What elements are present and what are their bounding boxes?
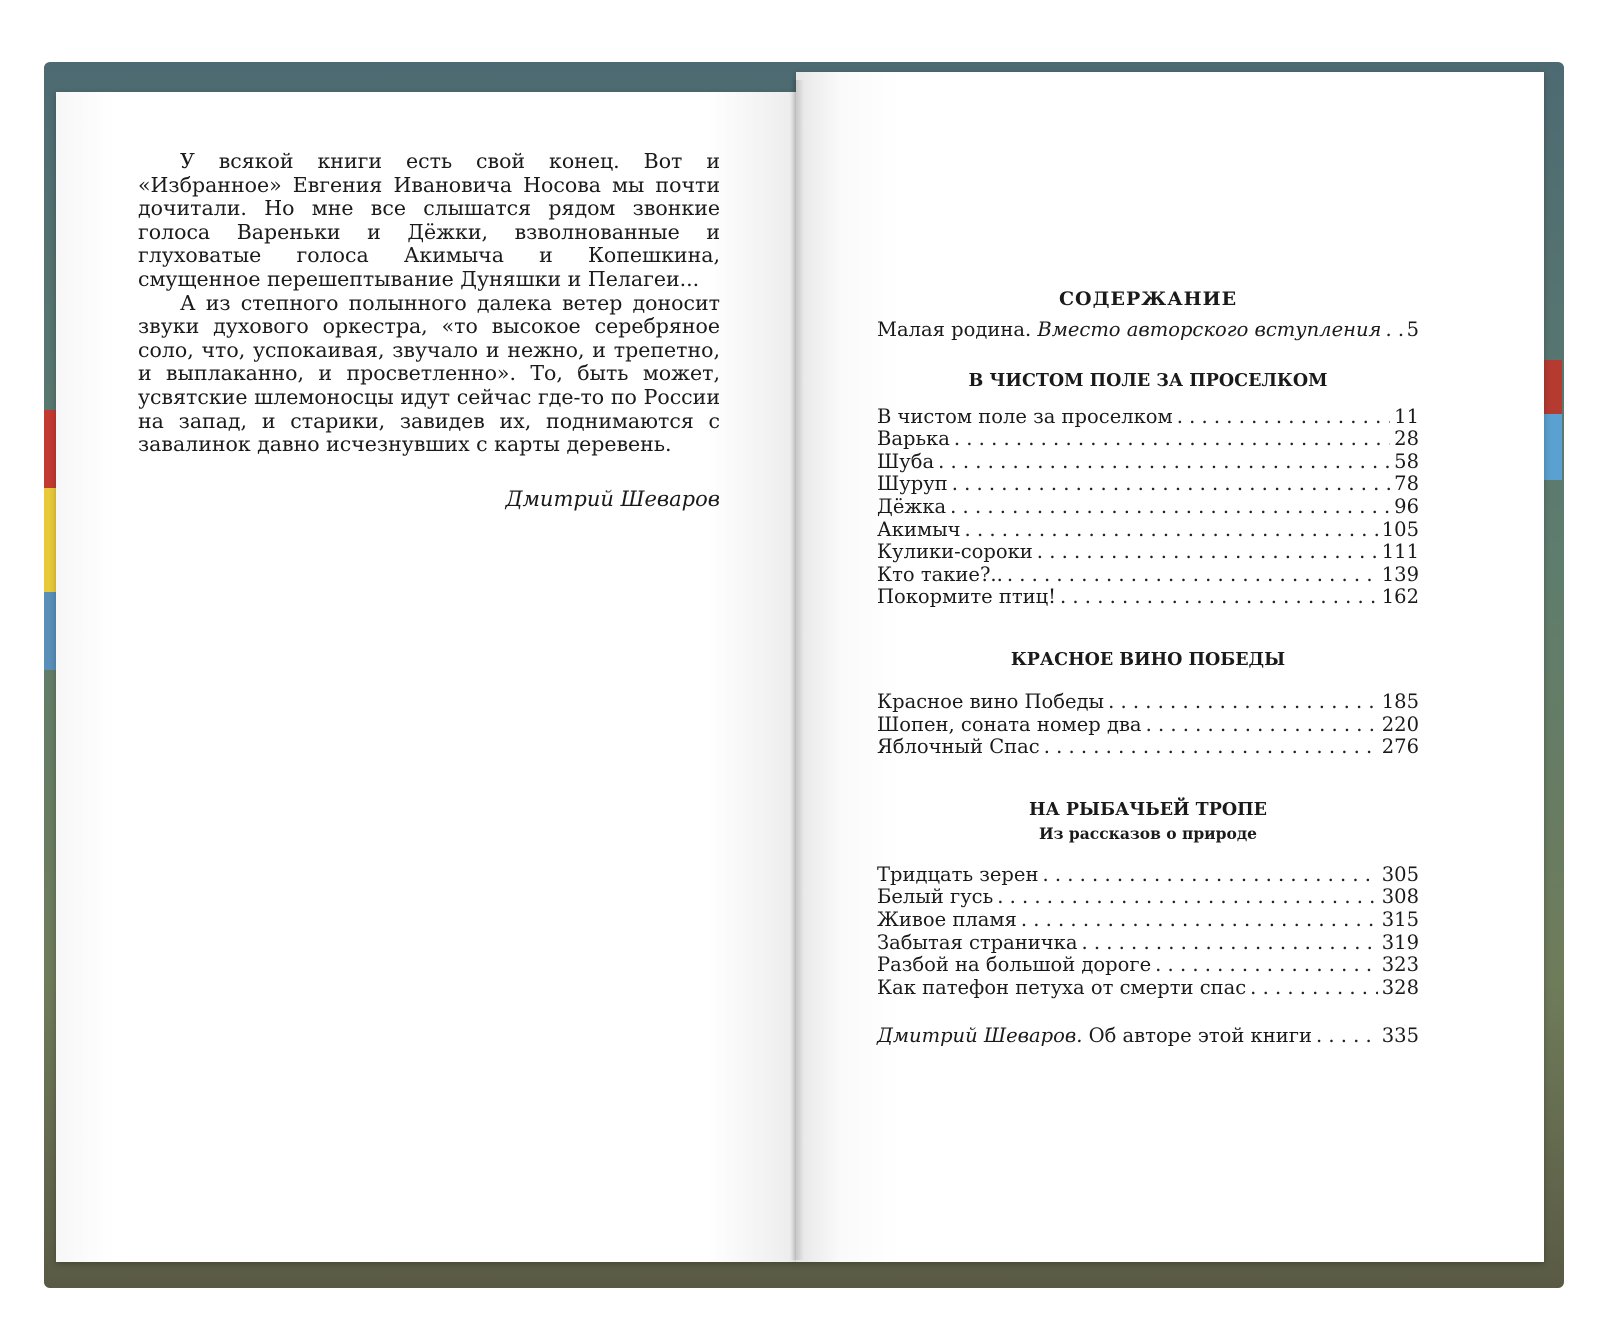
toc-entry-intro[interactable] xyxy=(877,318,1419,341)
leader-dots xyxy=(1177,405,1390,428)
leader-dots xyxy=(1385,318,1402,341)
leader-dots xyxy=(965,518,1378,541)
entry-title: Шопен, соната номер два xyxy=(877,712,1142,736)
toc-entry[interactable] xyxy=(877,953,1419,976)
toc-entry-afterword[interactable] xyxy=(877,1024,1419,1047)
toc-entry[interactable] xyxy=(877,735,1419,758)
paragraph-1: У всякой книги есть свой конец. Вот и «Избранное» Евгения Ивановича Носова мы почти дочитали. Но мне все слышатся рядом звонкие голоса Вареньки и Дёжки, взволнованные и глуховатые голоса Акимыча и Копешкина, смущенное перешептывание Дуняшки и Пелагеи... xyxy=(138,149,720,291)
afterword-text xyxy=(138,150,720,457)
paragraph-2: А из степного полынного далека ветер доносит звуки духового оркестра, «то высокое серебряное соло, что, успокаивая, звучало и нежно, и трепетно, и выплаканно, и просветленно». То, быть может, усвятские шлемоносцы идут сейчас где-то по России на запад, и старики, завидев их, поднимаются с завалинок давно исчезнувших с карты деревень. xyxy=(138,290,720,457)
entry-page: 185 xyxy=(1381,689,1419,713)
leader-dots xyxy=(1155,953,1378,976)
leader-dots xyxy=(1081,931,1377,954)
leader-dots xyxy=(997,885,1378,908)
section-title: НА РЫБАЧЬЕЙ ТРОПЕ xyxy=(1029,799,1267,820)
signature: Дмитрий Шеваров xyxy=(505,487,720,511)
leader-dots xyxy=(1042,863,1377,886)
entry-page: 105 xyxy=(1381,517,1419,541)
toc-entry[interactable] xyxy=(877,863,1419,886)
leader-dots xyxy=(950,495,1390,518)
entry-page: 162 xyxy=(1381,585,1419,609)
entry-title: Белый гусь xyxy=(877,885,994,909)
leader-dots xyxy=(1037,540,1378,563)
entry-title: Варька xyxy=(877,427,950,451)
entry-page: 323 xyxy=(1381,953,1419,977)
entry-title: Об авторе этой книги xyxy=(1088,1024,1312,1048)
entry-title: Тридцать зерен xyxy=(877,862,1039,886)
leader-dots xyxy=(1316,1024,1378,1047)
section-title: В ЧИСТОМ ПОЛЕ ЗА ПРОСЕЛКОМ xyxy=(968,370,1328,391)
entry-title: Шуба xyxy=(877,449,935,473)
toc-entry[interactable] xyxy=(877,518,1419,541)
leader-dots xyxy=(938,450,1390,473)
toc-entry[interactable] xyxy=(877,885,1419,908)
leader-dots xyxy=(1007,563,1378,586)
entry-page: 328 xyxy=(1381,975,1419,999)
leader-dots xyxy=(1060,585,1378,608)
entry-title: Как патефон петуха от смерти спас xyxy=(877,975,1247,999)
leader-dots xyxy=(954,427,1390,450)
toc-entry[interactable] xyxy=(877,563,1419,586)
entry-title: Забытая страничка xyxy=(877,930,1078,954)
toc-entry[interactable] xyxy=(877,405,1419,428)
leader-dots xyxy=(1250,976,1378,999)
entry-title: Кто такие?.. xyxy=(877,562,1003,586)
entry-page: 58 xyxy=(1394,449,1419,473)
entry-page: 220 xyxy=(1381,712,1419,736)
leader-dots xyxy=(1021,908,1378,931)
entry-title: Акимыч xyxy=(877,517,961,541)
leader-dots xyxy=(1108,690,1378,713)
entry-author: Дмитрий Шеваров. xyxy=(877,1024,1083,1048)
toc-title: СОДЕРЖАНИЕ xyxy=(1058,288,1238,310)
entry-page: 305 xyxy=(1381,862,1419,886)
toc-entry[interactable] xyxy=(877,690,1419,713)
toc-entry[interactable] xyxy=(877,931,1419,954)
entry-title: Кулики-сороки xyxy=(877,540,1033,564)
toc-entry[interactable] xyxy=(877,908,1419,931)
entry-title: Яблочный Спас xyxy=(877,735,1040,759)
book-gutter xyxy=(790,80,804,1260)
entry-title: Покормите птиц! xyxy=(877,585,1057,609)
entry-page: 28 xyxy=(1394,427,1419,451)
entry-page: 308 xyxy=(1381,885,1419,909)
entry-page: 111 xyxy=(1381,540,1419,564)
toc-entry[interactable] xyxy=(877,585,1419,608)
toc-entry[interactable] xyxy=(877,976,1419,999)
toc-entry[interactable] xyxy=(877,713,1419,736)
entry-page: 335 xyxy=(1381,1024,1419,1048)
entry-title: В чистом поле за проселком xyxy=(877,404,1173,428)
entry-title: Дёжка xyxy=(877,494,947,518)
toc-entry[interactable] xyxy=(877,450,1419,473)
toc-entry[interactable] xyxy=(877,472,1419,495)
entry-page: 319 xyxy=(1381,930,1419,954)
leader-dots xyxy=(1146,713,1378,736)
section-title: КРАСНОЕ ВИНО ПОБЕДЫ xyxy=(1010,649,1286,670)
toc-entry[interactable] xyxy=(877,427,1419,450)
entry-page: 11 xyxy=(1394,404,1419,428)
entry-page: 276 xyxy=(1381,735,1419,759)
entry-page: 78 xyxy=(1394,472,1419,496)
entry-title: Красное вино Победы xyxy=(877,689,1105,713)
entry-title: Разбой на большой дороге xyxy=(877,953,1152,977)
entry-title: Живое пламя xyxy=(877,907,1017,931)
table-of-contents xyxy=(877,288,1419,1047)
entry-page: 139 xyxy=(1381,562,1419,586)
entry-title: Малая родина. xyxy=(877,318,1032,341)
leader-dots xyxy=(952,472,1390,495)
entry-page: 315 xyxy=(1381,907,1419,931)
entry-subtitle: Вместо авторского вступления xyxy=(1037,318,1382,341)
entry-page: 5 xyxy=(1406,318,1419,341)
toc-entry[interactable] xyxy=(877,495,1419,518)
leader-dots xyxy=(1044,735,1378,758)
toc-entry[interactable] xyxy=(877,540,1419,563)
entry-title: Шуруп xyxy=(877,472,948,496)
section-subtitle: Из рассказов о природе xyxy=(1038,823,1258,843)
entry-page: 96 xyxy=(1394,494,1419,518)
